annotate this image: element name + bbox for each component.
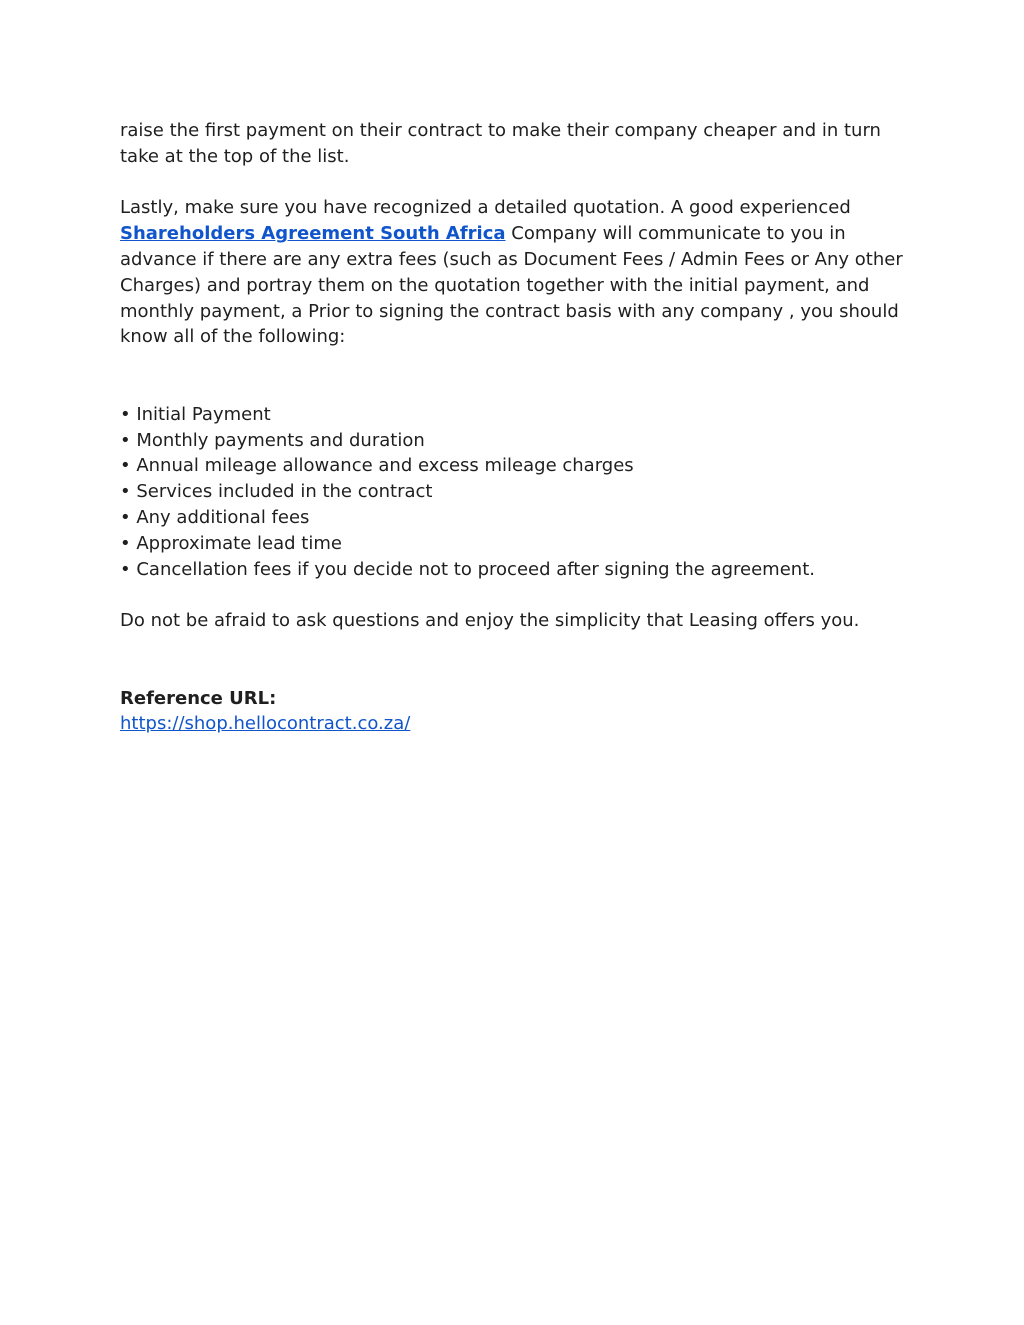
- shareholders-agreement-link[interactable]: Shareholders Agreement South Africa: [120, 223, 506, 245]
- reference-heading: Reference URL:: [120, 687, 277, 709]
- reference-url-link[interactable]: https://shop.hellocontract.co.za/: [120, 713, 411, 735]
- document-page: [120, 118, 920, 737]
- paragraph-spacer: [120, 582, 920, 608]
- list-item-cancellation-fees: • Cancellation fees if you decide not to proceed after signing the agreement.: [120, 558, 815, 580]
- paragraph-spacer: [120, 170, 920, 196]
- paragraph-closing: Do not be afraid to ask questions and enjoy the simplicity that Leasing offers you.: [120, 610, 860, 632]
- list-item-lead-time: • Approximate lead time: [120, 532, 342, 554]
- requirements-list: [120, 402, 920, 583]
- paragraph-quotation-rest: Company will communicate to you in advance if there are any extra fees (such as Document Fees / Admin Fees or Any other Charges) and portray them on the quotation together with the initial payment, and monthly payment, a Prior to signing the contract basis with any company , you should know all of the following:: [120, 223, 903, 348]
- paragraph-spacer: [120, 350, 920, 402]
- list-item-additional-fees: • Any additional fees: [120, 506, 310, 528]
- list-item-mileage-allowance: • Annual mileage allowance and excess mileage charges: [120, 455, 634, 477]
- paragraph-quotation-lead: Lastly, make sure you have recognized a detailed quotation. A good experienced: [120, 197, 851, 219]
- paragraph-quotation: [120, 195, 920, 350]
- list-item-initial-payment: • Initial Payment: [120, 403, 271, 425]
- paragraph-spacer: [120, 634, 920, 686]
- list-item-monthly-payments: • Monthly payments and duration: [120, 429, 425, 451]
- paragraph-intro: raise the first payment on their contract to make their company cheaper and in turn take at the top of the list.: [120, 120, 881, 167]
- list-item-services-included: • Services included in the contract: [120, 481, 433, 503]
